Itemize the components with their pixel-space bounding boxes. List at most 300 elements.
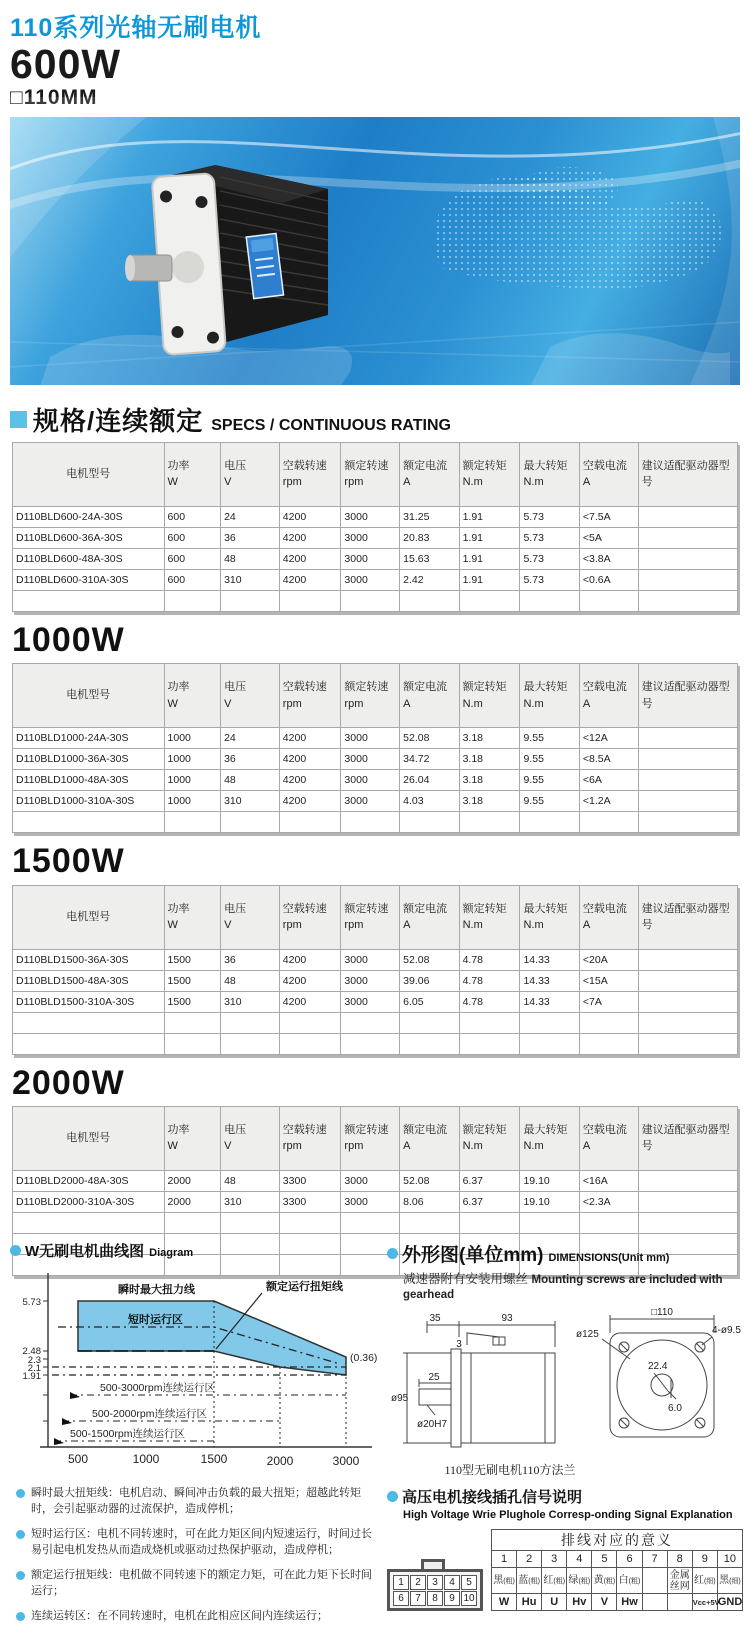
empty-cell <box>221 1012 280 1033</box>
signal-pin-number: 9 <box>692 1551 717 1568</box>
column-header: 功率 W <box>164 442 221 506</box>
signal-row <box>387 1529 750 1611</box>
spec-cell: 48 <box>221 548 280 569</box>
empty-cell <box>459 1012 520 1033</box>
bottom-area <box>0 1236 750 1622</box>
column-header: 电压 V <box>221 442 280 506</box>
side-view-drawing <box>387 1303 572 1461</box>
spec-cell: 19.10 <box>520 1170 579 1191</box>
empty-cell <box>638 1012 737 1033</box>
spec-cell: D110BLD1000-310A-30S <box>13 791 165 812</box>
note-text: 连续运转区：在不同转速时，电机在此相应区间内连续运行； <box>31 1609 328 1622</box>
column-header: 额定电流 A <box>400 664 459 728</box>
spec-cell: 26.04 <box>400 770 459 791</box>
note-item <box>16 1568 385 1600</box>
connector-shell <box>387 1569 483 1611</box>
spec-cell: <0.6A <box>579 569 638 590</box>
diagram-title-en: Diagram <box>149 1247 194 1259</box>
spec-table-2 <box>12 885 738 1055</box>
spec-cell: 36 <box>221 749 280 770</box>
spec-cell: 3300 <box>279 1191 341 1212</box>
dim-holes: 4-ø9.5 <box>712 1325 741 1336</box>
column-header: 额定转速 rpm <box>341 885 400 949</box>
spec-cell: D110BLD1500-36A-30S <box>13 949 165 970</box>
empty-cell <box>13 1033 165 1054</box>
signal-name <box>667 1594 692 1611</box>
spec-cell <box>638 506 737 527</box>
connector-pin: 7 <box>410 1591 426 1606</box>
spec-cell: 20.83 <box>400 527 459 548</box>
spec-cell: D110BLD1500-48A-30S <box>13 970 165 991</box>
ytick-2-48: 2.48 <box>22 1346 41 1357</box>
dim-60: 6.0 <box>668 1403 682 1414</box>
spec-cell: 6.37 <box>459 1191 520 1212</box>
drawing-caption: 110型无刷电机110方法兰 <box>444 1463 576 1477</box>
spec-cell: 4200 <box>279 728 341 749</box>
signal-wire-color: 黑(粗) <box>492 1568 517 1594</box>
spec-cell: <12A <box>579 728 638 749</box>
spec-cell: 52.08 <box>400 949 459 970</box>
signal-wire-color: 黄(粗) <box>592 1568 617 1594</box>
label-zone-2000: 500-2000rpm连续运行区 <box>92 1408 207 1420</box>
spec-cell: 2000 <box>164 1191 221 1212</box>
spec-cell: 310 <box>221 991 280 1012</box>
spec-cell: 3.18 <box>459 770 520 791</box>
connector-pin: 5 <box>461 1575 477 1590</box>
spec-row <box>13 970 738 991</box>
signal-title-en: High Voltage Wrie Plughole Corresp-onding Signal Explanation <box>403 1509 733 1521</box>
spec-cell: 1000 <box>164 728 221 749</box>
spec-cell: 2.42 <box>400 569 459 590</box>
column-header: 电压 V <box>221 664 280 728</box>
column-header: 额定电流 A <box>400 885 459 949</box>
empty-cell <box>638 590 737 611</box>
spec-cell: 14.33 <box>520 970 579 991</box>
signal-name: Hu <box>517 1594 542 1611</box>
spec-cell: 4.03 <box>400 791 459 812</box>
spec-cell: 4.78 <box>459 949 520 970</box>
specs-section-header <box>10 401 738 438</box>
spec-row <box>13 728 738 749</box>
spec-cell: <1.2A <box>579 791 638 812</box>
signal-name: W <box>492 1594 517 1611</box>
spec-cell: 600 <box>164 569 221 590</box>
motor-label <box>246 233 283 298</box>
empty-cell <box>164 812 221 833</box>
xtick-1000: 1000 <box>132 1452 160 1466</box>
connector-pin: 3 <box>427 1575 443 1590</box>
signal-title-cn: 高压电机接线插孔信号说明 <box>402 1489 583 1506</box>
spec-cell: <15A <box>579 970 638 991</box>
spec-cell: 3000 <box>341 569 400 590</box>
empty-cell <box>341 1212 400 1233</box>
notes-list <box>10 1486 385 1625</box>
signal-wire-color: 红(粗) <box>542 1568 567 1594</box>
spec-cell: 48 <box>221 970 280 991</box>
empty-cell <box>400 1012 459 1033</box>
column-header: 额定转矩 N.m <box>459 1106 520 1170</box>
empty-cell <box>638 1212 737 1233</box>
empty-cell <box>579 590 638 611</box>
spec-cell: 14.33 <box>520 991 579 1012</box>
signal-wire-color: 白(粗) <box>617 1568 642 1594</box>
series-title: 110系列光轴无刷电机 <box>10 14 262 42</box>
spec-cell: 6.37 <box>459 1170 520 1191</box>
spec-cell: 3000 <box>341 770 400 791</box>
spec-cell: 1.91 <box>459 548 520 569</box>
column-header: 空载电流 A <box>579 885 638 949</box>
signal-pin-number: 10 <box>717 1551 742 1568</box>
spec-row <box>13 548 738 569</box>
spec-cell: 4200 <box>279 749 341 770</box>
spec-table-0 <box>12 442 738 612</box>
spec-cell: 5.73 <box>520 527 579 548</box>
note-item <box>16 1609 385 1625</box>
signal-table <box>491 1529 743 1611</box>
spec-cell <box>638 770 737 791</box>
spec-row <box>13 569 738 590</box>
spec-cell: <20A <box>579 949 638 970</box>
spec-cell: D110BLD600-310A-30S <box>13 569 165 590</box>
power-title-1500W: 1500W <box>12 842 125 881</box>
spec-cell: 600 <box>164 506 221 527</box>
empty-cell <box>341 1012 400 1033</box>
empty-cell <box>13 1012 165 1033</box>
dim-35: 35 <box>429 1313 441 1324</box>
spec-cell: 3000 <box>341 749 400 770</box>
spec-cell: D110BLD600-36A-30S <box>13 527 165 548</box>
bullet-dot-icon <box>16 1612 25 1621</box>
column-header: 额定转矩 N.m <box>459 442 520 506</box>
empty-cell <box>164 1033 221 1054</box>
spec-cell: D110BLD600-48A-30S <box>13 548 165 569</box>
spec-cell: <8.5A <box>579 749 638 770</box>
empty-row <box>13 1012 738 1033</box>
torque-curve-chart <box>10 1263 382 1475</box>
spec-cell: 31.25 <box>400 506 459 527</box>
empty-cell <box>459 812 520 833</box>
column-header: 空载转速 rpm <box>279 1106 341 1170</box>
spec-cell: 39.06 <box>400 970 459 991</box>
hero-graphic <box>10 117 740 385</box>
signal-pin-number: 5 <box>592 1551 617 1568</box>
spec-cell: 24 <box>221 728 280 749</box>
spec-cell: D110BLD1000-36A-30S <box>13 749 165 770</box>
column-header: 最大转矩 N.m <box>520 442 579 506</box>
column-header: 额定转速 rpm <box>341 442 400 506</box>
dim-shaft: ø20H7 <box>417 1419 448 1430</box>
label-zone-1500: 500-1500rpm连续运行区 <box>70 1428 185 1440</box>
spec-cell: 1000 <box>164 791 221 812</box>
diagram-title-cn: W无刷电机曲线图 <box>25 1243 145 1260</box>
spec-cell: 8.06 <box>400 1191 459 1212</box>
spec-cell: D110BLD2000-48A-30S <box>13 1170 165 1191</box>
column-header: 空载电流 A <box>579 442 638 506</box>
spec-cell: 15.63 <box>400 548 459 569</box>
column-header: 最大转矩 N.m <box>520 664 579 728</box>
spec-table-1 <box>12 663 738 833</box>
note-text: 短时运行区：电机不同转速时，可在此力矩区间内短速运行，时间过长易引起电机发热从而造成烧机或驱动过热保护驱动，造成停机； <box>31 1527 372 1556</box>
column-header: 空载电流 A <box>579 664 638 728</box>
spec-cell: D110BLD1000-48A-30S <box>13 770 165 791</box>
spec-cell: D110BLD2000-310A-30S <box>13 1191 165 1212</box>
empty-cell <box>164 1212 221 1233</box>
signal-pin-number: 1 <box>492 1551 517 1568</box>
empty-cell <box>341 590 400 611</box>
dim-93: 93 <box>501 1313 513 1324</box>
spec-cell: <2.3A <box>579 1191 638 1212</box>
empty-cell <box>400 1033 459 1054</box>
spec-cell: 19.10 <box>520 1191 579 1212</box>
empty-row <box>13 590 738 611</box>
spec-cell: 4200 <box>279 970 341 991</box>
spec-cell <box>638 569 737 590</box>
empty-cell <box>579 1012 638 1033</box>
spec-cell: 3.18 <box>459 749 520 770</box>
dim-3: 3 <box>456 1339 462 1350</box>
spec-row <box>13 949 738 970</box>
column-header: 电机型号 <box>13 885 165 949</box>
spec-cell: <5A <box>579 527 638 548</box>
bullet-dot-icon <box>387 1248 398 1259</box>
connector-pin: 1 <box>393 1575 409 1590</box>
spec-cell: 9.55 <box>520 728 579 749</box>
empty-cell <box>400 812 459 833</box>
empty-cell <box>638 1033 737 1054</box>
column-header: 最大转矩 N.m <box>520 1106 579 1170</box>
empty-cell <box>164 590 221 611</box>
empty-cell <box>279 1012 341 1033</box>
spec-cell <box>638 527 737 548</box>
signal-wire-color: 蓝(粗) <box>517 1568 542 1594</box>
empty-cell <box>341 1033 400 1054</box>
label-short-zone: 短时运行区 <box>128 1314 183 1326</box>
spec-cell <box>638 749 737 770</box>
column-header: 空载转速 rpm <box>279 664 341 728</box>
column-header: 电机型号 <box>13 442 165 506</box>
specs-title-en: SPECS / CONTINUOUS RATING <box>211 416 451 434</box>
empty-cell <box>279 812 341 833</box>
spec-cell: 600 <box>164 548 221 569</box>
spec-cell: 6.05 <box>400 991 459 1012</box>
empty-cell <box>459 1212 520 1233</box>
bullet-dot-icon <box>10 1245 21 1256</box>
empty-cell <box>221 1033 280 1054</box>
signal-header <box>387 1486 750 1507</box>
spec-cell: 4200 <box>279 791 341 812</box>
diagram-column <box>0 1236 385 1622</box>
column-header: 额定转矩 N.m <box>459 885 520 949</box>
empty-cell <box>459 590 520 611</box>
spec-cell: 14.33 <box>520 949 579 970</box>
empty-cell <box>279 1033 341 1054</box>
label-rated-torque: 额定运行扭矩线 <box>266 1281 343 1293</box>
bullet-dot-icon <box>16 1571 25 1580</box>
spec-row <box>13 770 738 791</box>
spec-cell: 3000 <box>341 527 400 548</box>
spec-cell: 600 <box>164 527 221 548</box>
spec-cell: 4200 <box>279 770 341 791</box>
spec-cell: 3.18 <box>459 791 520 812</box>
spec-cell: 4200 <box>279 569 341 590</box>
spec-cell: 3000 <box>341 506 400 527</box>
spec-cell: 9.55 <box>520 791 579 812</box>
dimensions-subtitle <box>403 1269 750 1301</box>
spec-cell: 1500 <box>164 970 221 991</box>
ytick-1-91: 1.91 <box>22 1371 41 1382</box>
empty-cell <box>221 1212 280 1233</box>
column-header: 建议适配驱动器型号 <box>638 442 737 506</box>
signal-pin-number: 7 <box>642 1551 667 1568</box>
empty-cell <box>520 590 579 611</box>
label-end-value: (0.36) <box>350 1352 378 1364</box>
spec-cell: 52.08 <box>400 728 459 749</box>
signal-wire-color: 金属丝网 <box>667 1568 692 1594</box>
motor-shaft-end <box>125 255 135 281</box>
note-item <box>16 1486 385 1518</box>
spec-row <box>13 1170 738 1191</box>
spec-cell: 2000 <box>164 1170 221 1191</box>
empty-cell <box>579 1033 638 1054</box>
column-header: 电机型号 <box>13 1106 165 1170</box>
empty-cell <box>579 812 638 833</box>
spec-cell: <7.5A <box>579 506 638 527</box>
column-header: 建议适配驱动器型号 <box>638 885 737 949</box>
signal-wire-color: 黑(细) <box>717 1568 742 1594</box>
bullet-dot-icon <box>387 1491 398 1502</box>
signal-wire-color <box>642 1568 667 1594</box>
empty-cell <box>13 590 165 611</box>
empty-cell <box>221 812 280 833</box>
connector-pin: 8 <box>427 1591 443 1606</box>
spec-cell: 310 <box>221 791 280 812</box>
spec-cell: 5.73 <box>520 548 579 569</box>
signal-name: Vcc+5V <box>692 1594 717 1611</box>
spec-cell: 36 <box>221 949 280 970</box>
spec-cell <box>638 970 737 991</box>
spec-cell: 3000 <box>341 728 400 749</box>
signal-wire-color: 红(细) <box>692 1568 717 1594</box>
spec-cell: D110BLD600-24A-30S <box>13 506 165 527</box>
note-text: 额定运行扭矩线：电机做不同转速下的额定力矩，可在此力矩下长时间运行； <box>31 1568 372 1597</box>
tables-host <box>12 442 738 1276</box>
column-header: 建议适配驱动器型号 <box>638 664 737 728</box>
dimensions-subtitle-en: Mounting screws are included with gearhead <box>403 1274 723 1301</box>
dim-d95: ø95 <box>391 1393 409 1404</box>
signal-name: V <box>592 1594 617 1611</box>
section-bullet-icon <box>10 411 27 428</box>
spec-row <box>13 1191 738 1212</box>
bullet-dot-icon <box>16 1530 25 1539</box>
signal-name: Hv <box>567 1594 592 1611</box>
motor-photo <box>125 165 328 355</box>
spec-cell: D110BLD1000-24A-30S <box>13 728 165 749</box>
spec-cell <box>638 1170 737 1191</box>
signal-table-title: 排线对应的意义 <box>492 1530 743 1551</box>
spec-cell: 3000 <box>341 791 400 812</box>
column-header: 功率 W <box>164 664 221 728</box>
spec-cell: 4200 <box>279 949 341 970</box>
spec-cell: 1.91 <box>459 569 520 590</box>
spec-cell: 48 <box>221 1170 280 1191</box>
spec-cell: 4200 <box>279 548 341 569</box>
spec-cell: 1500 <box>164 991 221 1012</box>
connector-pin: 2 <box>410 1575 426 1590</box>
spec-row <box>13 991 738 1012</box>
label-zone-3000: 500-3000rpm连续运行区 <box>100 1382 215 1394</box>
spec-cell: 1.91 <box>459 506 520 527</box>
column-header: 电压 V <box>221 885 280 949</box>
spec-cell: <3.8A <box>579 548 638 569</box>
spec-cell: 4200 <box>279 527 341 548</box>
dimensions-title-cn: 外形图(单位mm) <box>402 1245 544 1266</box>
signal-pin-number: 8 <box>667 1551 692 1568</box>
column-header: 电压 V <box>221 1106 280 1170</box>
signal-section <box>387 1486 750 1611</box>
spec-cell: 310 <box>221 569 280 590</box>
spec-cell: 3000 <box>341 970 400 991</box>
xtick-2000: 2000 <box>266 1454 294 1468</box>
signal-pin-number: 3 <box>542 1551 567 1568</box>
column-header: 额定转矩 N.m <box>459 664 520 728</box>
ytick-5-73: 5.73 <box>22 1297 41 1308</box>
specs-title-cn: 规格/连续额定 <box>33 405 204 436</box>
empty-row <box>13 812 738 833</box>
dimensions-header <box>387 1240 750 1267</box>
signal-name <box>642 1594 667 1611</box>
spec-cell: 24 <box>221 506 280 527</box>
spec-cell <box>638 949 737 970</box>
spec-cell: 1000 <box>164 770 221 791</box>
empty-cell <box>520 1212 579 1233</box>
column-header: 最大转矩 N.m <box>520 885 579 949</box>
column-header: 额定转速 rpm <box>341 1106 400 1170</box>
spec-cell: 1500 <box>164 949 221 970</box>
spec-cell <box>638 791 737 812</box>
note-item <box>16 1527 385 1559</box>
spec-cell: <7A <box>579 991 638 1012</box>
power-title-2000W: 2000W <box>12 1063 125 1102</box>
signal-wire-color: 绿(粗) <box>567 1568 592 1594</box>
spec-cell: 52.08 <box>400 1170 459 1191</box>
spec-cell: D110BLD1500-310A-30S <box>13 991 165 1012</box>
empty-cell <box>520 812 579 833</box>
dimension-drawings <box>387 1303 750 1461</box>
spec-row <box>13 506 738 527</box>
empty-cell <box>13 1212 165 1233</box>
spec-cell: 34.72 <box>400 749 459 770</box>
empty-cell <box>520 1033 579 1054</box>
signal-pin-number: 4 <box>567 1551 592 1568</box>
page-header <box>0 0 750 110</box>
spec-cell: 4.78 <box>459 970 520 991</box>
xtick-3000: 3000 <box>332 1454 360 1468</box>
spec-cell: 4200 <box>279 991 341 1012</box>
label-max-torque: 瞬时最大扭力线 <box>118 1284 195 1296</box>
ytick-2-3: 2.3 <box>27 1355 41 1366</box>
ytick-2-1: 2.1 <box>27 1363 41 1374</box>
xtick-500: 500 <box>67 1452 89 1466</box>
spec-cell: <6A <box>579 770 638 791</box>
spec-cell: 1000 <box>164 749 221 770</box>
spec-cell: 3000 <box>341 991 400 1012</box>
spec-cell <box>638 548 737 569</box>
spec-cell: 36 <box>221 527 280 548</box>
spec-row <box>13 527 738 548</box>
dimensions-column <box>385 1236 750 1608</box>
spec-cell: 3000 <box>341 548 400 569</box>
column-header: 功率 W <box>164 1106 221 1170</box>
